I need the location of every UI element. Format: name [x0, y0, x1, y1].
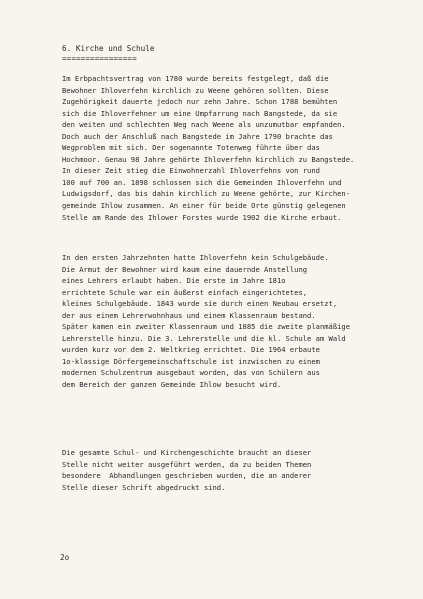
text-line: gemeinde Ihlow zusammen. An einer für beide Orte günstig gelegenen	[62, 201, 346, 211]
text-line: Wegproblem mit sich. Der sogenannte Totenweg führte über das	[62, 143, 320, 153]
text-line: 100 auf 700 an. 1898 schlossen sich die Gemeinden Ihloverfehn und	[62, 177, 342, 187]
text-line: Ludwigsdorf, das bis dahin kirchlich zu Weene gehörte, zur Kirchen-	[62, 189, 351, 199]
text-line: Stelle am Rande des Ihlower Forstes wurde 1902 die Kirche erbaut.	[62, 212, 342, 222]
text-line: besondere Abhandlungen geschrieben wurden, die an anderer	[62, 471, 312, 481]
text-line: sich die Ihloverfehner um eine Umpfarrung nach Bangstede, da sie	[62, 108, 338, 118]
text-line: dem Bereich der ganzen Gemeinde Ihlow besucht wird.	[62, 380, 282, 390]
text-line: der aus einem Lehrerwohnhaus und einem Klassenraum bestand.	[62, 310, 316, 320]
text-line: eines Lehrers erlaubt haben. Die erste im Jahre 181o	[62, 276, 286, 286]
text-line: Bewohner Ihloverfehn kirchlich zu Weene gehören sollten. Diese	[62, 85, 329, 95]
text-line: Stelle dieser Schrift abgedruckt sind.	[62, 482, 226, 492]
text-line: wurden kurz vor dem 2. Weltkrieg errichtet. Die 1964 erbaute	[62, 345, 320, 355]
text-line: Die Armut der Bewohner wird kaum eine dauernde Anstellung	[62, 264, 308, 274]
text-line: Die gesamte Schul- und Kirchengeschichte braucht an dieser	[62, 448, 312, 457]
text-line: In dieser Zeit stieg die Einwohnerzahl Ihloverfehns von rund	[62, 166, 320, 176]
paragraph-school	[62, 252, 367, 391]
text-line: kleines Schulgebäude. 1843 wurde sie durch einen Neubau ersetzt,	[62, 299, 338, 309]
text-line: Doch auch der Anschluß nach Bangstede im Jahre 1790 brachte das	[62, 131, 333, 141]
text-line: errichtete Schule war ein äußerst einfach eingerichtetes,	[62, 287, 308, 297]
text-line: Hochmoor. Genau 98 Jahre gehörte Ihloverfehn kirchlich zu Bangstede.	[62, 154, 355, 164]
text-line: 1o-klassige Dörfergemeinschaftschule ist inzwischen zu einem	[62, 356, 320, 366]
text-line: In den ersten Jahrzehnten hatte Ihloverfehn kein Schulgebäude.	[62, 253, 329, 262]
text-line: Im Erbpachtsvertrag von 1780 wurde bereits festgelegt, daß die	[62, 74, 329, 83]
text-line: Später kamen ein zweiter Klassenraum und 1885 die zweite planmäßige	[62, 322, 351, 332]
text-line: Lehrerstelle hinzu. Die 3. Lehrerstelle und die kl. Schule am Wald	[62, 333, 346, 343]
text-line: Zugehörigkeit dauerte jedoch nur zehn Jahre. Schon 1788 bemühten	[62, 97, 338, 107]
section-heading: 6. Kirche und Schule	[62, 44, 155, 53]
page-number: 2o	[60, 553, 70, 562]
text-line: den weiten und schlechten Weg nach Weene als unzumutbar empfanden.	[62, 120, 346, 130]
text-line: modernen Schulzentrum ausgebaut worden, das von Schülern aus	[62, 368, 320, 378]
paragraph-church	[62, 73, 367, 223]
heading-underline: ================	[62, 54, 137, 63]
text-line: Stelle nicht weiter ausgeführt werden, da zu beiden Themen	[62, 459, 312, 469]
paragraph-closing	[62, 447, 367, 493]
